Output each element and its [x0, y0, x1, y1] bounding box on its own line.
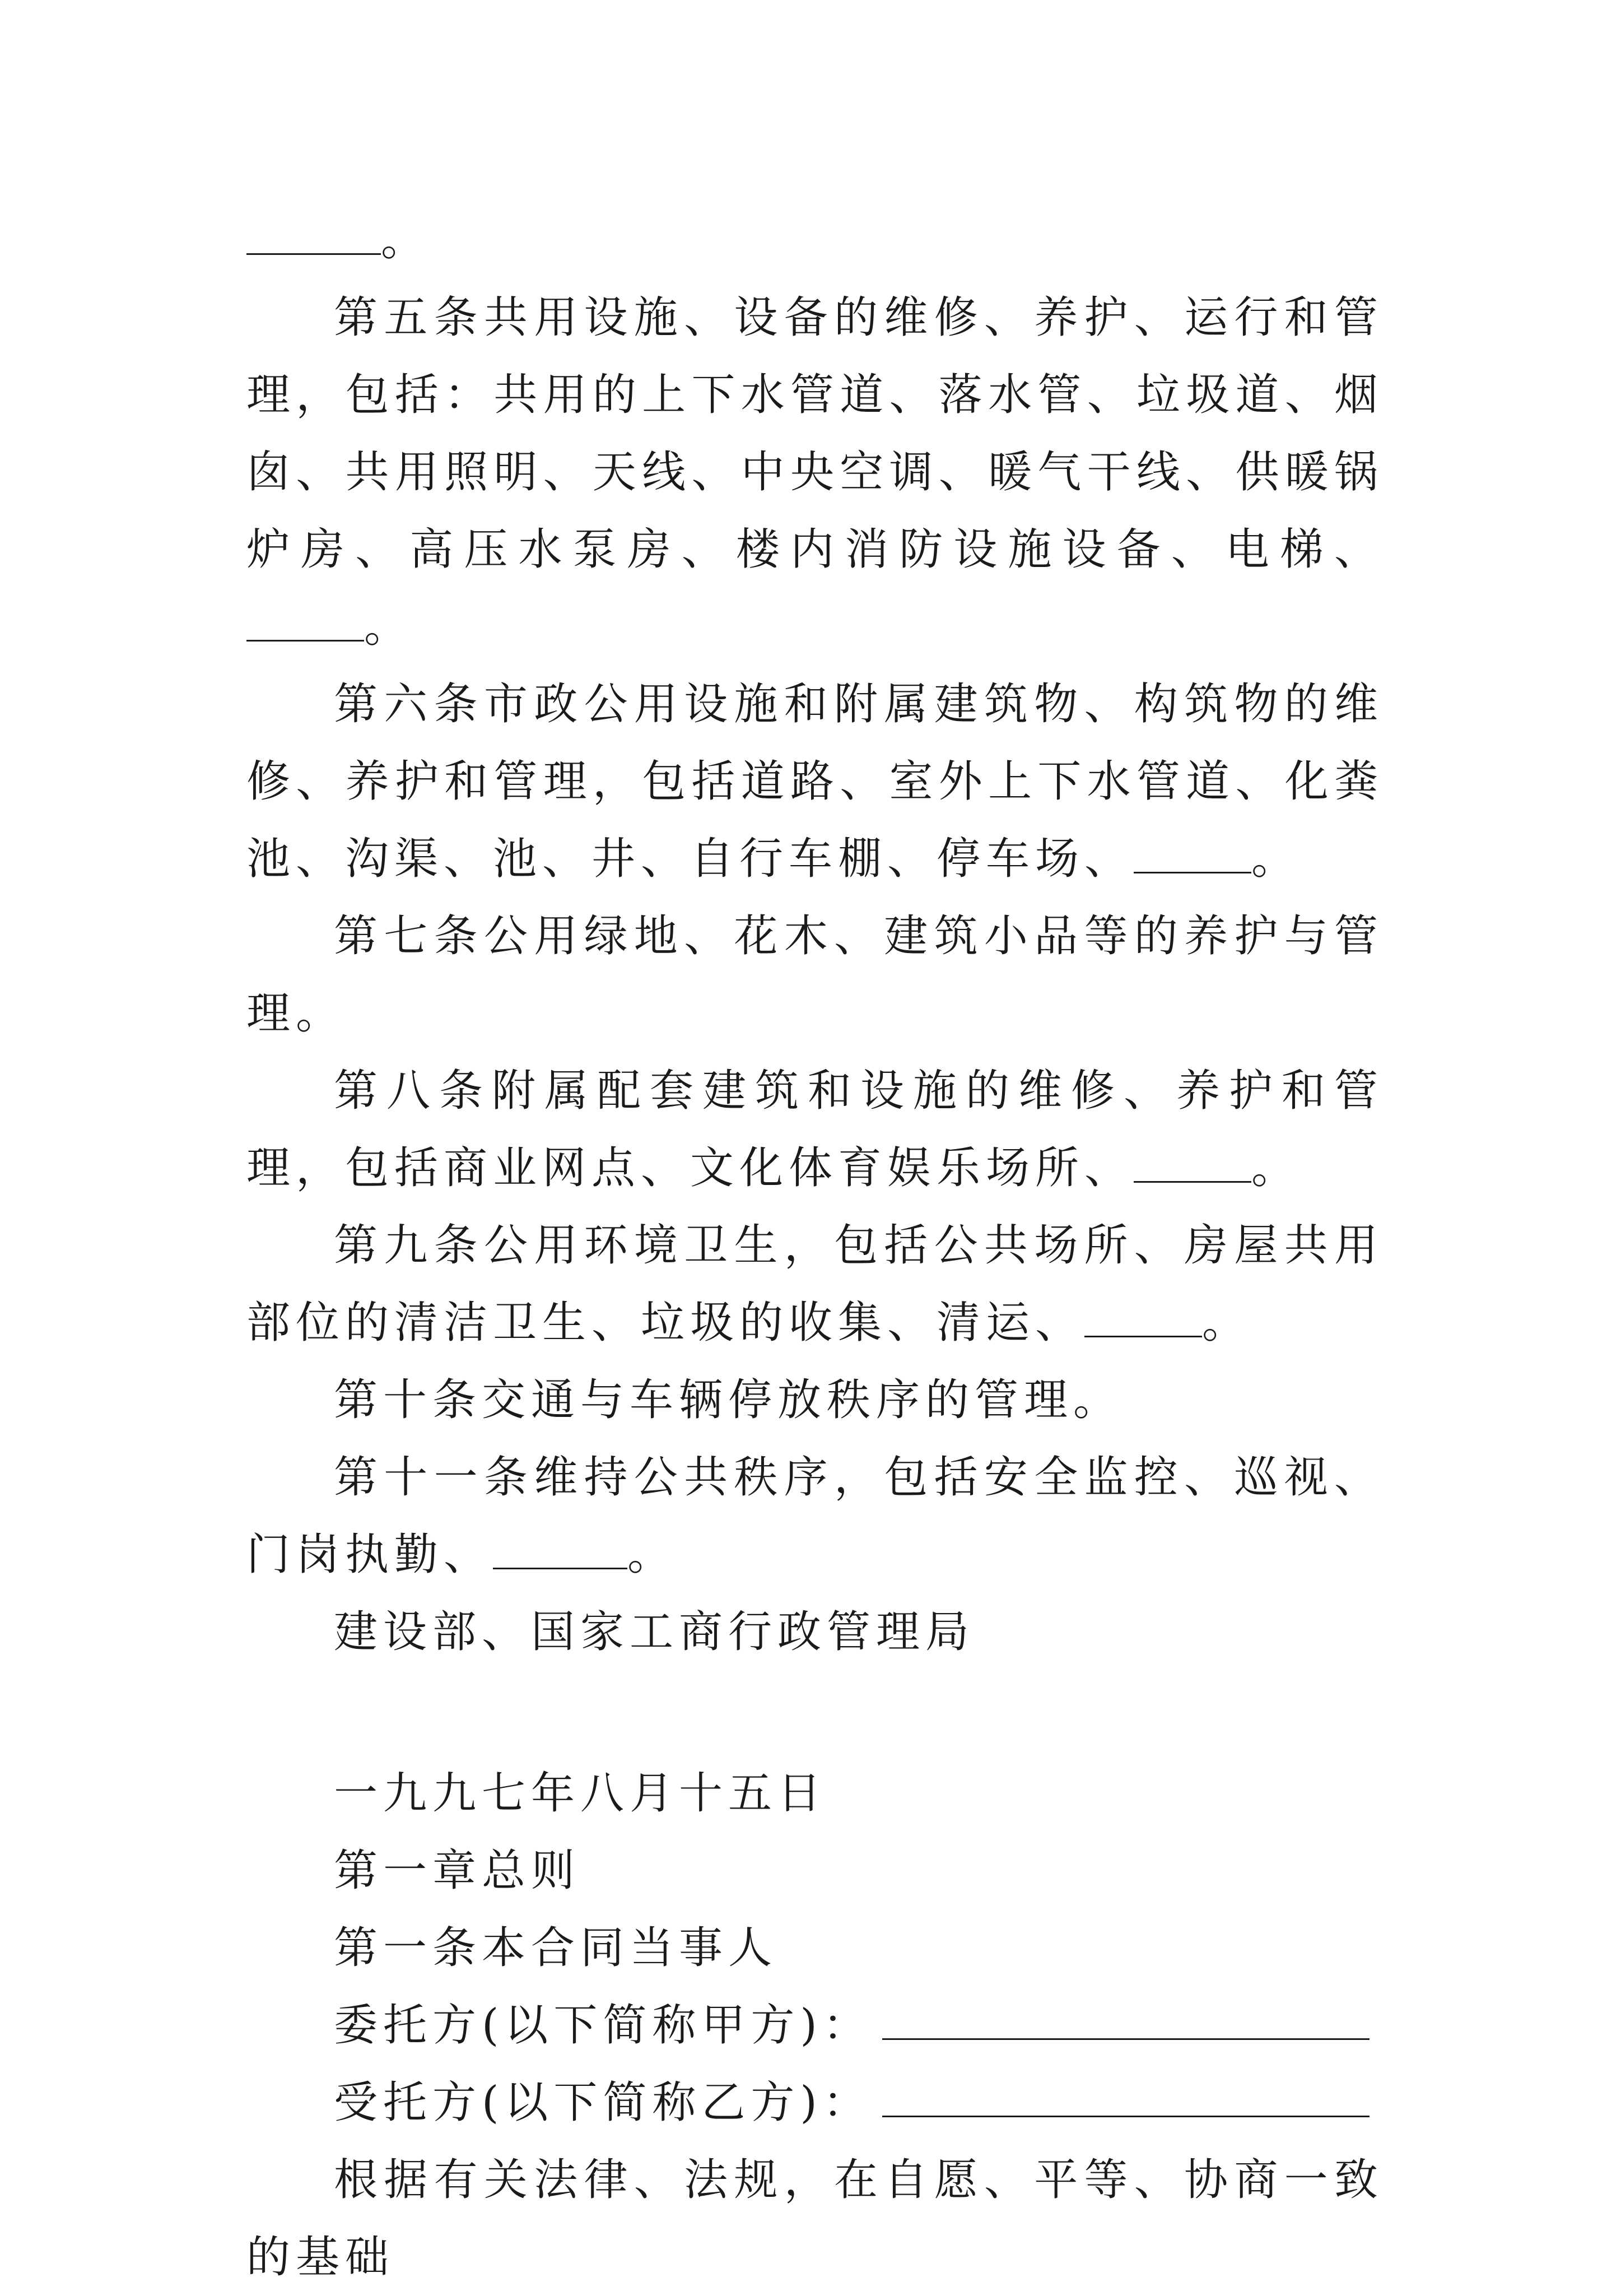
article-6-text: 第六条市政公用设施和附属建筑物、构筑物的维修、养护和管理，包括道路、室外上下水管道、化粪池、沟渠、池、井、自行车棚、停车场、 [246, 679, 1384, 884]
document-body [246, 202, 1384, 2296]
fill-in-blank [1134, 838, 1251, 873]
article-5-tail: 。 [364, 602, 414, 652]
article-9 [246, 1207, 1384, 1361]
fill-in-blank [1134, 1147, 1251, 1183]
article-8 [246, 1052, 1384, 1207]
chapter-heading: 第一章总则 [334, 1846, 581, 1896]
article-11 [246, 1439, 1384, 1593]
party-a-label: 委托方(以下简称甲方)： [334, 2000, 872, 2051]
article-6 [246, 666, 1384, 898]
fill-in-blank [493, 1534, 627, 1569]
article-11-text: 第十一条维持公共秩序，包括安全监控、巡视、门岗执勤、 [246, 1452, 1384, 1580]
article-7: 第七条公用绿地、花木、建筑小品等的养护与管理。 [246, 911, 1384, 1039]
article-6-tail: 。 [1251, 834, 1301, 884]
article-5-text: 第五条共用设施、设备的维修、养护、运行和管理，包括：共用的上下水管道、落水管、垃圾道、烟囱、共用照明、天线、中央空调、暖气干线、供暖锅炉房、高压水泵房、楼内消防设施设备、电梯、 [246, 292, 1384, 575]
party-b-blank[interactable] [882, 2082, 1370, 2117]
article-5 [246, 279, 1384, 666]
spacer [246, 1671, 1384, 1755]
continuation-tail: 。 [381, 215, 431, 266]
continuation-line [246, 202, 1384, 279]
basis-paragraph: 根据有关法律、法规，在自愿、平等、协商一致的基础 [246, 2155, 1384, 2283]
article-9-text: 第九条公用环境卫生，包括公共场所、房屋共用部位的清洁卫生、垃圾的收集、清运、 [246, 1220, 1384, 1348]
article-8-text: 第八条附属配套建筑和设施的维修、养护和管理，包括商业网点、文化体育娱乐场所、 [246, 1066, 1384, 1193]
article-10: 第十条交通与车辆停放秩序的管理。 [334, 1375, 1123, 1425]
party-a-line [246, 1987, 1384, 2064]
fill-in-blank [1084, 1302, 1202, 1337]
issue-date: 一九九七年八月十五日 [334, 1768, 827, 1819]
article-9-tail: 。 [1202, 1298, 1252, 1348]
article-11-tail: 。 [627, 1530, 677, 1580]
fill-in-blank [246, 606, 364, 642]
fill-in-blank [246, 220, 381, 255]
article-8-tail: 。 [1251, 1143, 1301, 1193]
party-a-blank[interactable] [882, 2005, 1370, 2040]
party-b-label: 受托方(以下简称乙方)： [334, 2077, 872, 2128]
article-1: 第一条本合同当事人 [334, 1923, 778, 1973]
issuer: 建设部、国家工商行政管理局 [334, 1607, 975, 1657]
party-b-line [246, 2064, 1384, 2141]
